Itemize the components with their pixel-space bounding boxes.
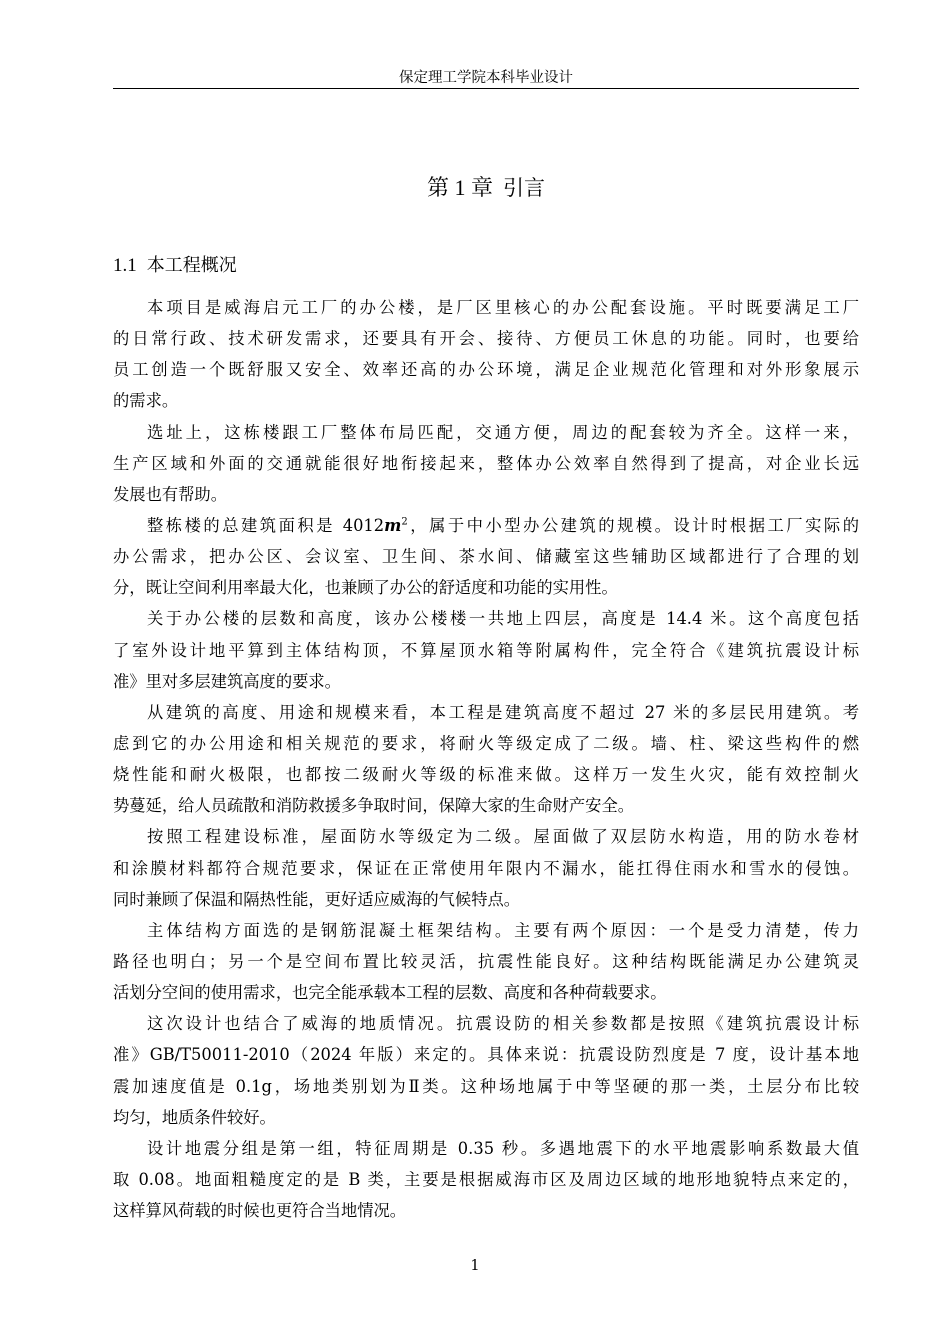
text-line: 路径也明白；另一个是空间布置比较灵活，抗震性能良好。这种结构既能满足办公建筑灵 (113, 951, 859, 971)
text-line: 发展也有帮助。 (113, 484, 227, 504)
section-title: 本工程概况 (146, 255, 237, 276)
text-line: 活划分空间的使用需求，也完全能承载本工程的层数、高度和各种荷载要求。 (113, 983, 667, 1003)
paragraph (113, 510, 859, 603)
section-number: 1.1 (113, 255, 137, 276)
text-line: 员工创造一个既舒服又安全、效率还高的办公环境，满足企业规范化管理和对外形象展示 (113, 360, 859, 380)
chapter-title: 引言 (503, 176, 545, 200)
paragraph (113, 603, 859, 696)
text-line: 生产区域和外面的交通就能很好地衔接起来，整体办公效率自然得到了提高，对企业长远 (113, 453, 859, 473)
text-segment: 整栋楼的总建筑面积是 4012 (147, 515, 385, 535)
chapter-heading (113, 174, 859, 202)
text-line: 主体结构方面选的是钢筋混凝土框架结构。主要有两个原因：一个是受力清楚，传力 (147, 920, 859, 940)
text-line: 这次设计也结合了威海的地质情况。抗震设防的相关参数都是按照《建筑抗震设计标 (147, 1014, 859, 1034)
text-line: 本项目是威海启元工厂的办公楼，是厂区里核心的办公配套设施。平时既要满足工厂 (147, 298, 859, 317)
text-line: 分，既让空间利用率最大化，也兼顾了办公的舒适度和功能的实用性。 (113, 578, 618, 598)
text-line: 了室外设计地平算到主体结构顶，不算屋顶水箱等附属构件，完全符合《建筑抗震设计标 (113, 640, 859, 660)
unit-superscript: 2 (401, 516, 408, 528)
text-line: 办公需求，把办公区、会议室、卫生间、茶水间、储藏室这些辅助区域都进行了合理的划 (113, 547, 859, 567)
paragraph (113, 417, 859, 510)
paragraph (113, 292, 859, 417)
text-segment: ，属于中小型办公建筑的规模。设计时根据工厂实际的 (407, 515, 859, 535)
text-line: 选址上，这栋楼跟工厂整体布局匹配，交通方便，周边的配套较为齐全。这样一来， (147, 422, 859, 442)
text-line: 准》里对多层建筑高度的要求。 (113, 671, 341, 691)
paragraph (113, 821, 859, 914)
paragraph (113, 1133, 859, 1226)
paragraph (113, 697, 859, 822)
text-line (113, 510, 859, 541)
text-line: 势蔓延，给人员疏散和消防救援多争取时间，保障大家的生命财产安全。 (113, 796, 635, 816)
text-line: 从建筑的高度、用途和规模来看，本工程是建筑高度不超过 27 米的多层民用建筑。考 (147, 702, 859, 722)
area-unit: m (384, 515, 402, 535)
text-line: 震加速度值是 0.1g，场地类别划为Ⅱ类。这种场地属于中等坚硬的那一类，土层分布比较 (113, 1076, 859, 1096)
text-line: 虑到它的办公用途和相关规范的要求，将耐火等级定成了二级。墙、柱、梁这些构件的燃 (113, 733, 859, 753)
text-line: 和涂膜材料都符合规范要求，保证在正常使用年限内不漏水，能扛得住雨水和雪水的侵蚀。 (113, 858, 859, 878)
text-line: 同时兼顾了保温和隔热性能，更好适应威海的气候特点。 (113, 889, 521, 909)
text-line: 取 0.08。地面粗糙度定的是 B 类，主要是根据威海市区及周边区域的地形地貌特点来定的， (113, 1169, 859, 1189)
text-line: 按照工程建设标准，屋面防水等级定为二级。屋面做了双层防水构造，用的防水卷材 (147, 827, 859, 847)
page-header (113, 68, 859, 89)
paragraph (113, 1008, 859, 1133)
body-text (113, 292, 859, 1226)
text-line: 烧性能和耐火极限，也都按二级耐火等级的标准来做。这样万一发生火灾，能有效控制火 (113, 765, 859, 785)
chapter-number: 第 1 章 (426, 175, 493, 200)
text-line: 均匀，地质条件较好。 (113, 1107, 276, 1127)
text-line: 的需求。 (113, 391, 179, 411)
text-line: 准》GB/T50011-2010（2024 年版）来定的。具体来说：抗震设防烈度是 7 度，设计基本地 (113, 1045, 859, 1065)
header-title: 保定理工学院本科毕业设计 (399, 70, 573, 86)
section-heading (113, 253, 237, 279)
text-line: 关于办公楼的层数和高度，该办公楼楼一共地上四层，高度是 14.4 米。这个高度包括 (147, 609, 859, 629)
text-line: 这样算风荷载的时候也更符合当地情况。 (113, 1201, 407, 1221)
text-line: 的日常行政、技术研发需求，还要具有开会、接待、方便员工休息的功能。同时，也要给 (113, 329, 859, 349)
text-line: 设计地震分组是第一组，特征周期是 0.35 秒。多遇地震下的水平地震影响系数最大值 (147, 1138, 859, 1158)
paragraph (113, 915, 859, 1008)
page-number: 1 (470, 1258, 480, 1274)
